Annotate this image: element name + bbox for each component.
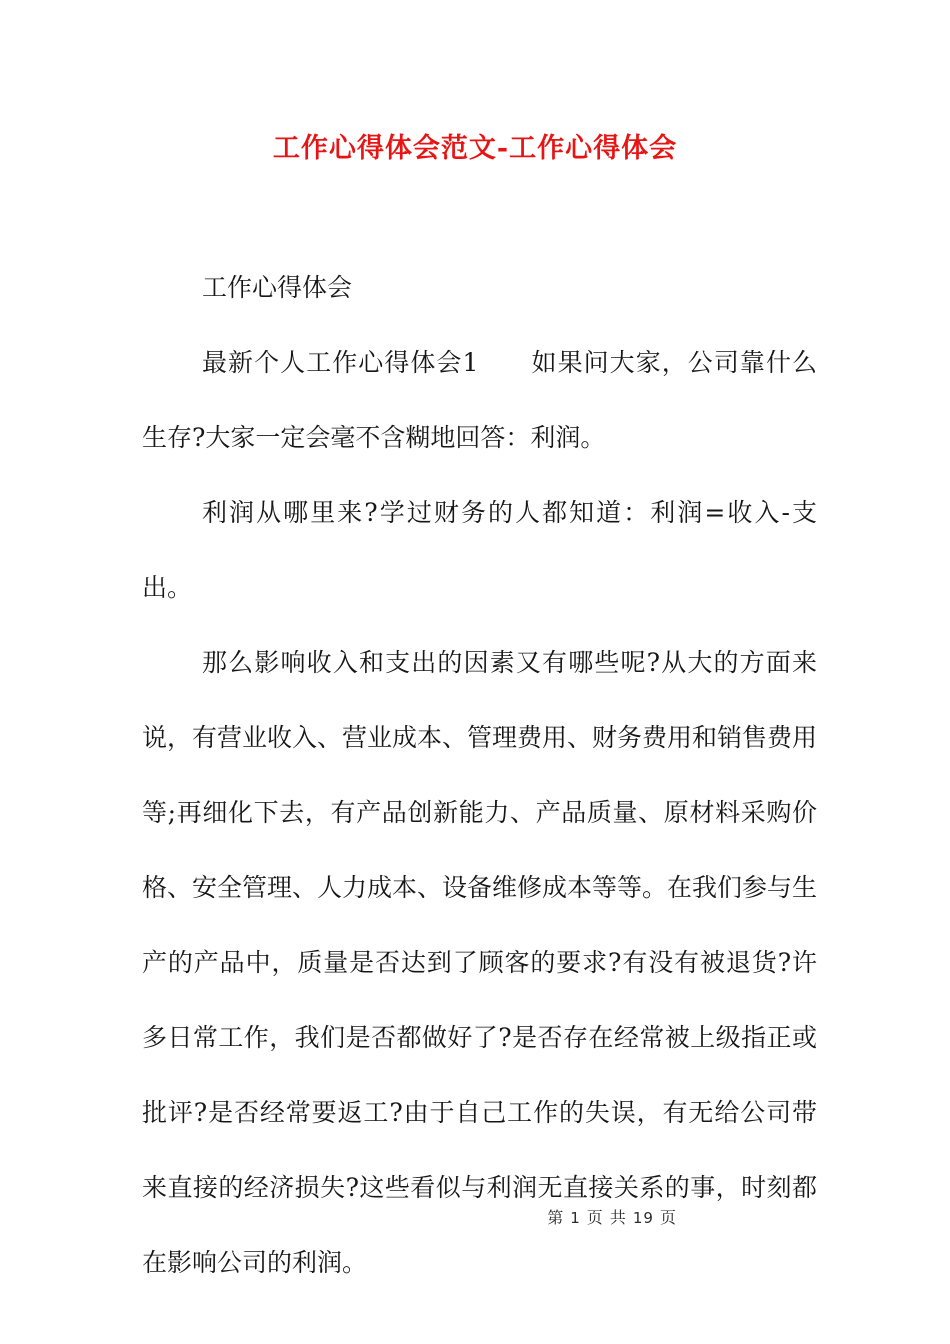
- footer-label-of: 页 共: [586, 1208, 627, 1227]
- document-title: 工作心得体会范文-工作心得体会: [272, 133, 678, 164]
- paragraph-subtitle: 工作心得体会: [202, 273, 353, 302]
- page-footer: [544, 1209, 680, 1227]
- paragraph-intro: 最新个人工作心得体会1 如果问大家，公司靠什么生存?大家一定会毫不含糊地回答：利润。: [142, 348, 817, 452]
- paragraph-factors: 那么影响收入和支出的因素又有哪些呢?从大的方面来说，有营业收入、营业成本、管理费用、财务费用和销售费用等;再细化下去，有产品创新能力、产品质量、原材料采购价格、安全管理、人力成本、设备维修成本等等。在我们参与生产的产品中，质量是否达到了顾客的要求?有没有被退货?许多日常工作，我们是否都做好了?是否存在经常被上级指正或批评?是否经常要返工?由于自己工作的失误，有无给公司带来直接的经济损失?这些看似与利润无直接关系的事，时刻都在影响公司的利润。: [142, 648, 818, 1277]
- paragraph-profit-formula: 利润从哪里来?学过财务的人都知道：利润=收入-支出。: [142, 498, 817, 602]
- footer-page-number: 1: [570, 1209, 581, 1227]
- footer-total-pages: 19: [632, 1209, 654, 1227]
- document-body: [142, 250, 817, 1300]
- footer-label-page: 第: [547, 1208, 565, 1227]
- footer-label-pages: 页: [659, 1208, 677, 1227]
